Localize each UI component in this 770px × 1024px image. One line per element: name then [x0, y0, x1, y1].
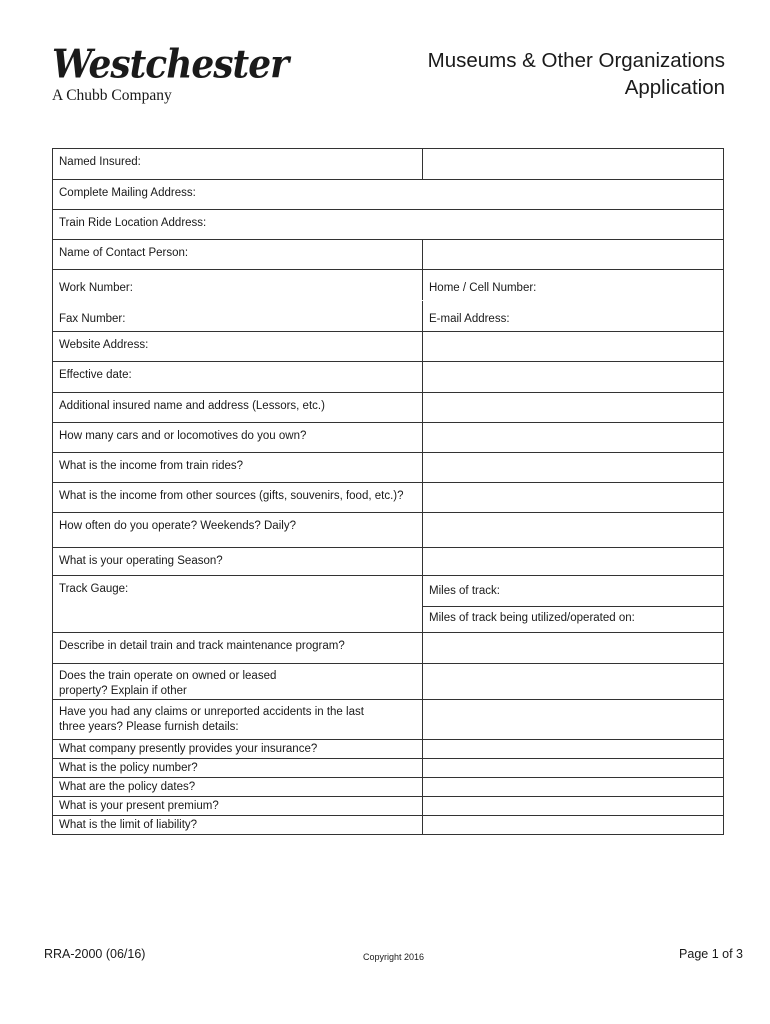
row-contact-person — [53, 239, 723, 269]
label-income-train-rides: What is the income from train rides? — [53, 453, 423, 482]
field-limit-of-liability[interactable] — [423, 816, 723, 834]
label-operating-season: What is your operating Season? — [53, 548, 423, 575]
title-line-2: Application — [624, 76, 725, 99]
label-named-insured: Named Insured: — [53, 149, 423, 179]
row-maintenance — [53, 632, 723, 663]
company-logo — [52, 40, 288, 105]
field-fax-number[interactable]: Fax Number: — [53, 301, 423, 331]
row-income-other — [53, 482, 723, 512]
label-effective-date: Effective date: — [53, 362, 423, 392]
field-maintenance-program[interactable] — [423, 633, 723, 663]
track-miles-group — [423, 576, 723, 632]
label-cars-locomotives: How many cars and or locomotives do you own? — [53, 423, 423, 452]
row-website — [53, 331, 723, 361]
field-track-gauge[interactable]: Track Gauge: — [53, 576, 423, 632]
field-named-insured[interactable] — [423, 149, 723, 179]
field-work-number[interactable]: Work Number: — [53, 270, 423, 300]
field-miles-utilized[interactable]: Miles of track being utilized/operated on: — [423, 606, 723, 633]
row-limit-of-liability — [53, 815, 723, 834]
label-owned-leased-line-2: property? Explain if other — [59, 685, 187, 697]
field-income-other-sources[interactable] — [423, 483, 723, 512]
row-policy-number — [53, 758, 723, 777]
page-number: Page 1 of 3 — [679, 947, 743, 961]
field-owned-leased[interactable] — [423, 664, 723, 699]
label-claims-line-2: three years? Please furnish details: — [59, 721, 239, 733]
row-claims — [53, 699, 723, 739]
label-contact-person: Name of Contact Person: — [53, 240, 423, 269]
field-income-train-rides[interactable] — [423, 453, 723, 482]
row-additional-insured — [53, 392, 723, 422]
row-how-often-operate — [53, 512, 723, 547]
label-how-often-operate: How often do you operate? Weekends? Daily? — [53, 513, 423, 547]
field-contact-person[interactable] — [423, 240, 723, 269]
logo-wordmark: Westchester — [52, 41, 289, 88]
label-policy-dates: What are the policy dates? — [53, 778, 423, 796]
field-home-cell-number[interactable]: Home / Cell Number: — [429, 282, 537, 294]
field-claims[interactable] — [423, 700, 723, 739]
field-website-address[interactable] — [423, 332, 723, 361]
field-policy-dates[interactable] — [423, 778, 723, 796]
row-income-train-rides — [53, 452, 723, 482]
label-owned-leased-line-1: Does the train operate on owned or leased — [59, 670, 277, 682]
row-track — [53, 575, 723, 632]
field-cars-locomotives[interactable] — [423, 423, 723, 452]
label-insurance-company: What company presently provides your insurance? — [53, 740, 423, 758]
row-named-insured — [53, 149, 723, 179]
application-form — [52, 148, 724, 835]
form-code: RRA-2000 (06/16) — [44, 947, 146, 961]
logo-tagline: A Chubb Company — [52, 87, 172, 104]
row-fax-email — [53, 300, 723, 331]
title-line-1: Museums & Other Organizations — [427, 49, 725, 72]
field-email-address[interactable]: E-mail Address: — [429, 313, 510, 325]
copyright-notice: Copyright 2016 — [363, 952, 425, 962]
field-operating-season[interactable] — [423, 548, 723, 575]
label-limit-of-liability: What is the limit of liability? — [53, 816, 423, 834]
label-claims-line-1: Have you had any claims or unreported accidents in the last — [59, 706, 364, 718]
field-effective-date[interactable] — [423, 362, 723, 392]
row-mailing-address — [53, 179, 723, 209]
row-cars-locomotives — [53, 422, 723, 452]
field-miles-of-track[interactable]: Miles of track: — [429, 585, 500, 597]
row-policy-dates — [53, 777, 723, 796]
label-income-other-sources: What is the income from other sources (gifts, souvenirs, food, etc.)? — [53, 483, 423, 512]
row-insurance-company — [53, 739, 723, 758]
row-phone — [53, 269, 723, 300]
row-owned-leased — [53, 663, 723, 699]
label-maintenance-program: Describe in detail train and track maintenance program? — [53, 633, 423, 663]
row-operating-season — [53, 547, 723, 575]
field-how-often-operate[interactable] — [423, 513, 723, 547]
row-train-ride-location — [53, 209, 723, 239]
field-present-premium[interactable] — [423, 797, 723, 815]
label-website-address: Website Address: — [53, 332, 423, 361]
page-title — [428, 47, 725, 101]
label-owned-leased — [53, 664, 423, 699]
field-policy-number[interactable] — [423, 759, 723, 777]
field-train-ride-location[interactable]: Train Ride Location Address: — [59, 217, 207, 229]
row-effective-date — [53, 361, 723, 392]
label-policy-number: What is the policy number? — [53, 759, 423, 777]
field-insurance-company[interactable] — [423, 740, 723, 758]
label-claims — [53, 700, 423, 739]
field-mailing-address[interactable]: Complete Mailing Address: — [59, 187, 196, 199]
row-present-premium — [53, 796, 723, 815]
field-additional-insured[interactable] — [423, 393, 723, 422]
label-additional-insured: Additional insured name and address (Lessors, etc.) — [53, 393, 423, 422]
label-present-premium: What is your present premium? — [53, 797, 423, 815]
